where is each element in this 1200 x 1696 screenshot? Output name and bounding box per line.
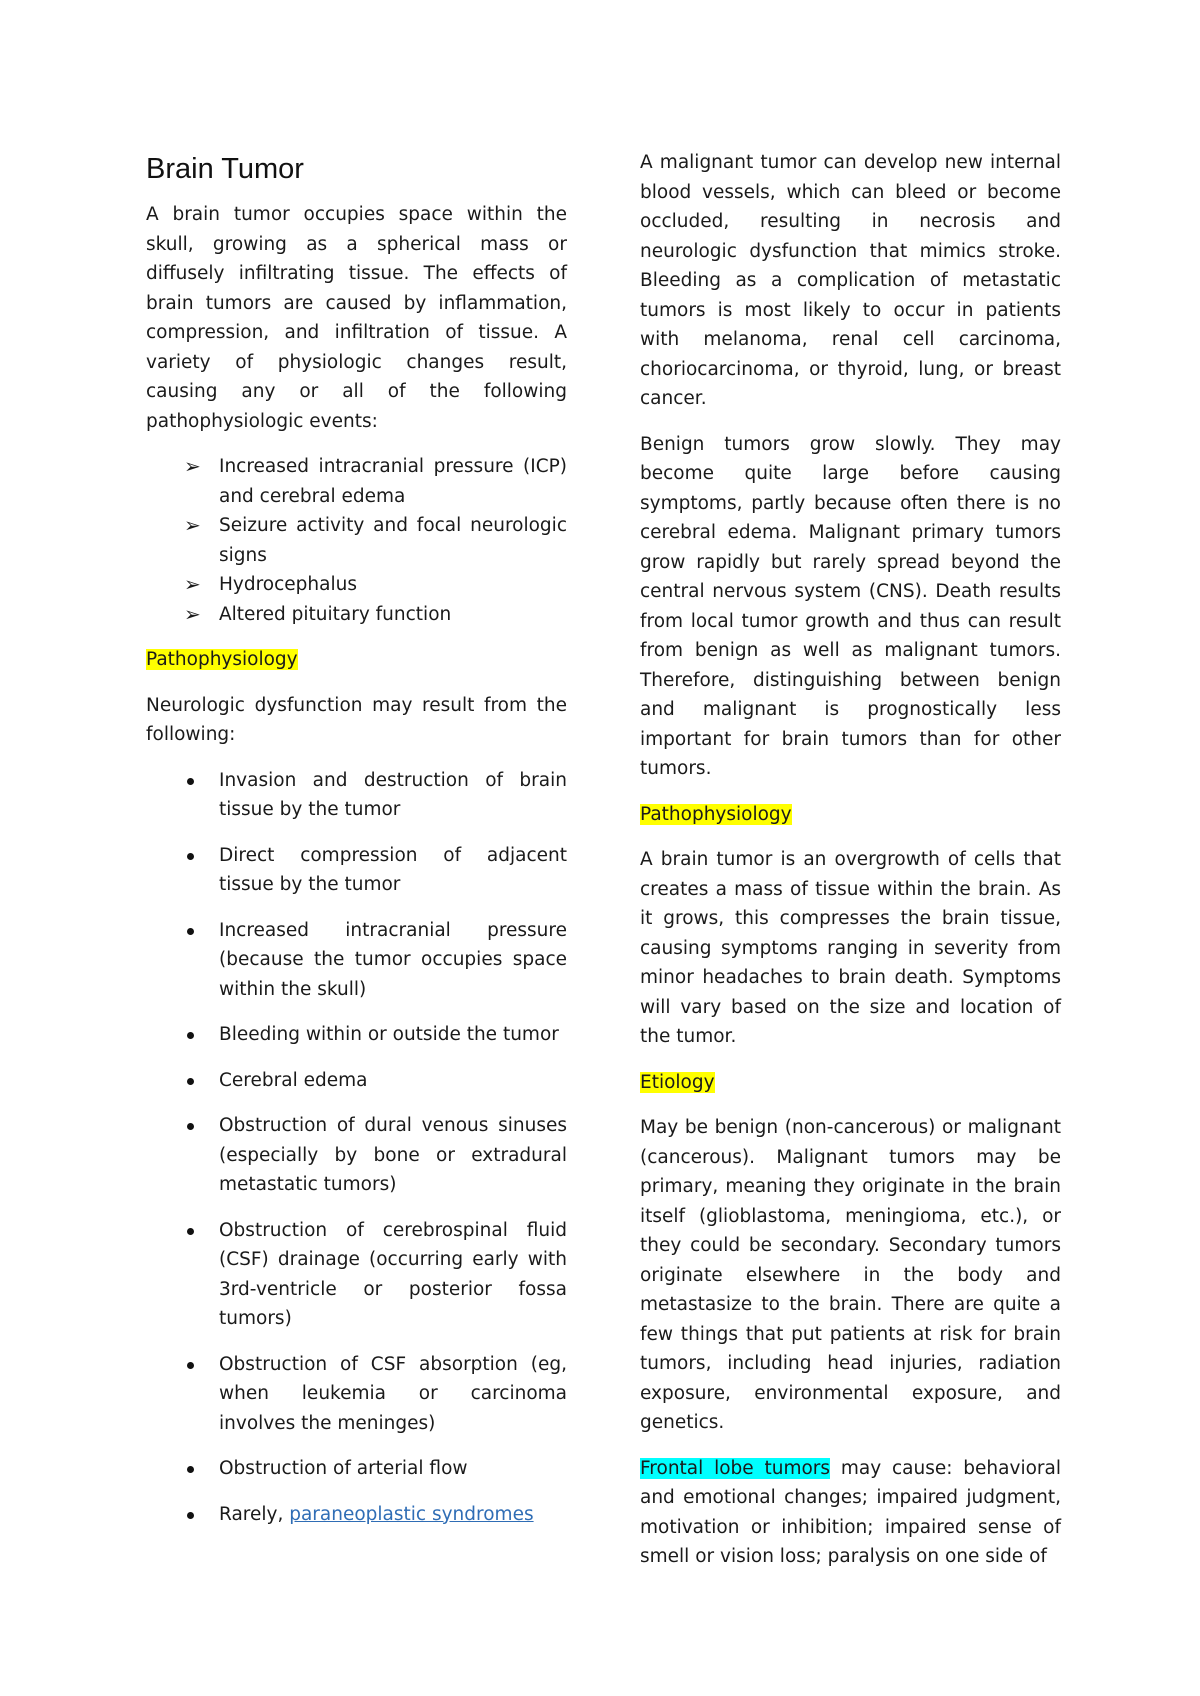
arrowhead-bullet-icon: ➢	[184, 454, 201, 478]
round-bullet-icon	[187, 778, 194, 785]
frontal-lobe-text: may cause: behavioral and emotional changes; impaired judgment, motivation or inhibition; impaired sense of smell or vision loss; paralysis on one side of	[640, 1457, 1061, 1567]
document-title: Brain Tumor	[146, 153, 304, 185]
list-item	[146, 1216, 567, 1334]
list-item	[146, 766, 567, 825]
intro-paragraph: A brain tumor occupies space within the skull, growing as a spherical mass or diffusely infiltrating tissue. The effects of brain tumors are caused by inflammation, compression, and infiltration of tissue. A variety of physiologic changes result, causing any or all of the following pathophysiologic events:	[146, 204, 567, 432]
highlighted-heading: Pathophysiology	[640, 803, 792, 825]
arrowhead-bullet-icon: ➢	[184, 601, 201, 626]
cause-prefix: Rarely,	[219, 1503, 290, 1525]
list-item	[146, 1500, 567, 1530]
event-text: Hydrocephalus	[219, 574, 357, 595]
cause-text: Direct compression of adjacent tissue by the tumor	[219, 844, 567, 895]
cause-text: Obstruction of cerebrospinal fluid (CSF) drainage (occurring early with 3rd-ventricle or posterior fossa tumors)	[219, 1219, 567, 1329]
cause-text: Obstruction of arterial flow	[219, 1458, 468, 1479]
list-item	[146, 916, 567, 1005]
list-item	[146, 570, 567, 600]
cause-text: Increased intracranial pressure (because the tumor occupies space within the skull)	[219, 919, 567, 1000]
malignant-paragraph: A malignant tumor can develop new internal blood vessels, which can bleed or become occluded, resulting in necrosis and neurologic dysfunction that mimics stroke. Bleeding as a complication of metastatic tumors is most likely to occur in patients with melanoma, renal cell carcinoma, choriocarcinoma, or thyroid, lung, or breast cancer.	[640, 152, 1061, 409]
list-item	[146, 511, 567, 570]
list-item	[146, 1066, 567, 1096]
paraneoplastic-syndromes-link[interactable]: paraneoplastic syndromes	[289, 1503, 534, 1525]
round-bullet-icon	[187, 928, 194, 935]
event-text: Increased intracranial pressure (ICP) and cerebral edema	[219, 456, 567, 507]
etiology-paragraph: May be benign (non-cancerous) or malignant (cancerous). Malignant tumors may be primary, meaning they originate in the brain itself (glioblastoma, meningioma, etc.), or they could be secondary. Secondary tumors originate elsewhere in the body and metastasize to the brain. There are quite a few things that put patients at risk for brain tumors, including head injuries, radiation exposure, environmental exposure, and genetics.	[640, 1117, 1061, 1433]
list-item	[146, 1350, 567, 1439]
round-bullet-icon	[187, 1512, 194, 1519]
round-bullet-icon	[187, 853, 194, 860]
events-list	[146, 452, 567, 629]
arrowhead-bullet-icon: ➢	[184, 572, 201, 596]
cause-text: Obstruction of CSF absorption (eg, when leukemia or carcinoma involves the meninges)	[219, 1353, 567, 1434]
list-item	[146, 600, 567, 630]
highlighted-heading: Etiology	[640, 1071, 715, 1093]
highlighted-heading: Pathophysiology	[146, 649, 298, 670]
frontal-lobe-paragraph	[640, 1454, 1061, 1572]
round-bullet-icon	[187, 1078, 194, 1085]
list-item	[146, 452, 567, 511]
overgrowth-paragraph: A brain tumor is an overgrowth of cells that creates a mass of tissue within the brain. As it grows, this compresses the brain tissue, causing symptoms ranging in severity from minor headaches to brain death. Symptoms will vary based on the size and location of the tumor.	[640, 849, 1061, 1047]
list-item	[146, 1111, 567, 1200]
pathophysiology-heading-left	[146, 645, 567, 675]
round-bullet-icon	[187, 1362, 194, 1369]
cause-text: Invasion and destruction of brain tissue by the tumor	[219, 769, 567, 820]
etiology-heading	[640, 1068, 1061, 1098]
arrowhead-bullet-icon: ➢	[184, 513, 201, 537]
event-text: Altered pituitary function	[219, 603, 452, 625]
list-item	[146, 841, 567, 900]
causes-list	[146, 766, 567, 1530]
pathophysiology-intro: Neurologic dysfunction may result from the following:	[146, 694, 567, 745]
cause-text: Bleeding within or outside the tumor	[219, 1024, 559, 1045]
left-column	[146, 146, 567, 1545]
round-bullet-icon	[187, 1032, 194, 1039]
benign-paragraph: Benign tumors grow slowly. They may become quite large before causing symptoms, partly because often there is no cerebral edema. Malignant primary tumors grow rapidly but rarely spread beyond the central nervous system (CNS). Death results from local tumor growth and thus can result from benign as well as malignant tumors. Therefore, distinguishing between benign and malignant is prognostically less important for brain tumors than for other tumors.	[640, 433, 1061, 779]
round-bullet-icon	[187, 1123, 194, 1130]
pathophysiology-heading-right	[640, 800, 1061, 830]
cause-text: Cerebral edema	[219, 1069, 368, 1091]
frontal-lobe-highlight: Frontal lobe tumors	[640, 1457, 831, 1479]
round-bullet-icon	[187, 1228, 194, 1235]
cause-text: Obstruction of dural venous sinuses (especially by bone or extradural metastatic tumors)	[219, 1115, 567, 1195]
right-column	[640, 148, 1061, 1588]
list-item	[146, 1020, 567, 1050]
event-text: Seizure activity and focal neurologic signs	[219, 515, 567, 566]
list-item	[146, 1454, 567, 1484]
round-bullet-icon	[187, 1466, 194, 1473]
